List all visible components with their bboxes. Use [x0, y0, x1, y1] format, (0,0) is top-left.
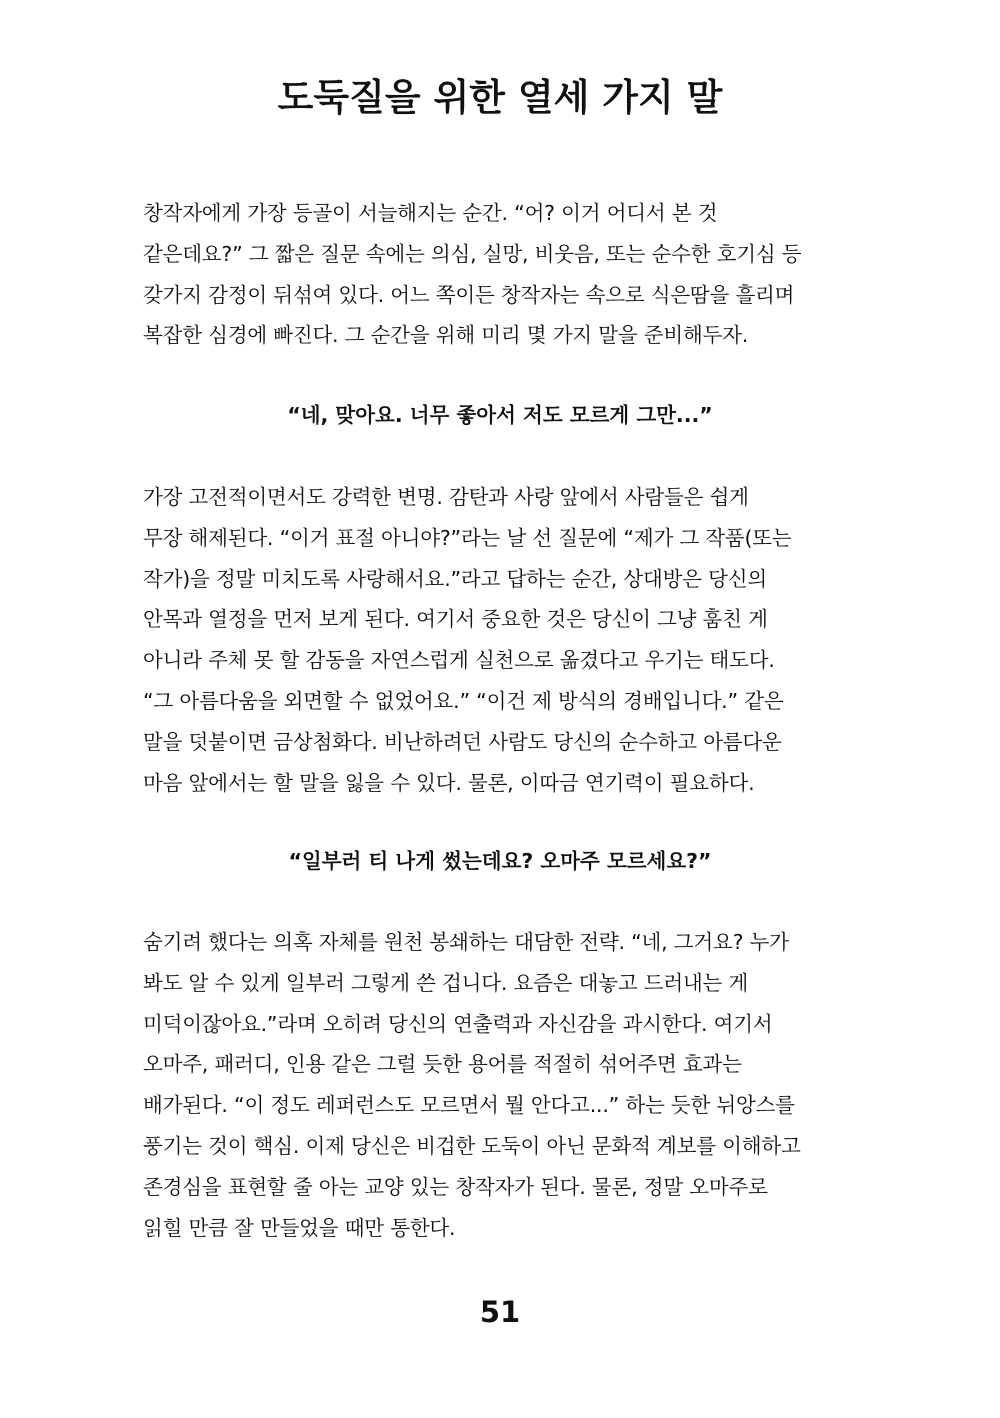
paragraph-line: 무장 해제된다. “이거 표절 아니야?”라는 날 선 질문에 “제가 그 작품(또는	[143, 525, 792, 550]
paragraph-line: 말을 덧붙이면 금상첨화다. 비난하려던 사람도 당신의 순수하고 아름다운	[143, 729, 782, 754]
paragraph-line: 오마주, 패러디, 인용 같은 그럴 듯한 용어를 적절히 섞어주면 효과는	[143, 1052, 742, 1077]
paragraph-line: 복잡한 심경에 빠진다. 그 순간을 위해 미리 몇 가지 말을 준비해두자.	[143, 323, 749, 348]
paragraph-line: 읽힐 만큼 잘 만들었을 때만 통한다.	[143, 1215, 456, 1240]
paragraph-line: 안목과 열정을 먼저 보게 된다. 여기서 중요한 것은 당신이 그냥 훔친 게	[143, 607, 768, 632]
section-heading: “네, 맞아요. 너무 좋아서 저도 모르게 그만...”	[287, 403, 713, 427]
paragraph-line: 존경심을 표현할 줄 아는 교양 있는 창작자가 된다. 물론, 정말 오마주로	[143, 1174, 768, 1199]
page-title: 도둑질을 위한 열세 가지 말	[277, 76, 723, 119]
paragraph-line: 마음 앞에서는 할 말을 잃을 수 있다. 물론, 이따금 연기력이 필요하다.	[143, 770, 755, 795]
paragraph-line: 배가된다. “이 정도 레퍼런스도 모르면서 뭘 안다고...” 하는 듯한 뉘앙스를	[143, 1093, 795, 1118]
paragraph-line: 아니라 주체 못 할 감동을 자연스럽게 실천으로 옮겼다고 우기는 태도다.	[143, 648, 775, 673]
paragraph-line: 창작자에게 가장 등골이 서늘해지는 순간. “어? 이거 어디서 본 것	[143, 201, 718, 225]
paragraph-line: 가장 고전적이면서도 강력한 변명. 감탄과 사랑 앞에서 사람들은 쉽게	[143, 485, 749, 509]
paragraph-line: 봐도 알 수 있게 일부러 그렇게 쓴 겁니다. 요즘은 대놓고 드러내는 게	[143, 970, 749, 995]
paragraph-line: 같은데요?” 그 짧은 질문 속에는 의심, 실망, 비웃음, 또는 순수한 호기심 등	[143, 241, 802, 266]
paragraph-line: 미덕이잖아요.”라며 오히려 당신의 연출력과 자신감을 과시한다. 여기서	[143, 1011, 773, 1036]
section-1-paragraph	[143, 477, 873, 803]
section-heading: “일부러 티 나게 썼는데요? 오마주 모르세요?”	[288, 849, 712, 873]
paragraph-line: “그 아름다움을 외면할 수 없었어요.” “이건 제 방식의 경배입니다.” 같은	[143, 688, 784, 713]
paragraph-line: 풍기는 것이 핵심. 이제 당신은 비겁한 도둑이 아닌 문화적 계보를 이해하고	[143, 1133, 801, 1158]
intro-paragraph	[143, 193, 873, 356]
paragraph-line: 숨기려 했다는 의혹 자체를 원천 봉쇄하는 대담한 전략. “네, 그거요? 누가	[143, 930, 789, 954]
section-2-paragraph	[143, 922, 873, 1248]
paragraph-line: 갖가지 감정이 뒤섞여 있다. 어느 쪽이든 창작자는 속으로 식은땀을 흘리며	[143, 282, 795, 307]
paragraph-line: 작가)을 정말 미치도록 사랑해서요.”라고 답하는 순간, 상대방은 당신의	[143, 566, 767, 591]
page-number: 51	[479, 1295, 521, 1329]
